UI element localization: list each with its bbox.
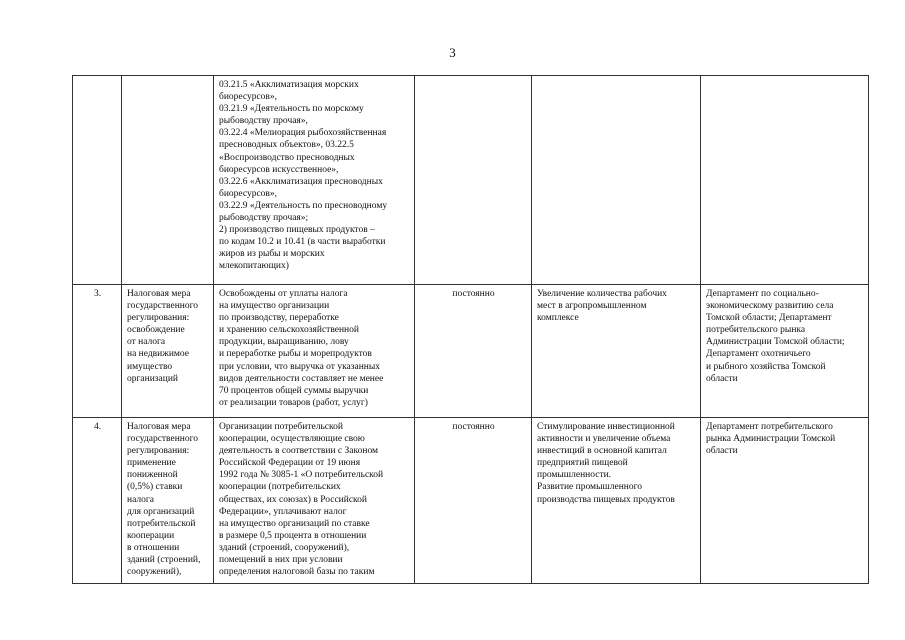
cell-text-line: 03.22.9 «Деятельность по пресноводному [219, 200, 388, 211]
cell-text-line: деятельность в соответствии с Законом [219, 446, 379, 457]
cell-text-line: налога [127, 494, 154, 505]
cell-text-line: и рыбного хозяйства Томской [706, 361, 826, 372]
cell-text-line: экономическому развитию села [706, 301, 834, 312]
cell-text-line: предприятий пищевой [537, 458, 628, 469]
cell-text-line: 1992 года № 3085-1 «О потребительской [219, 470, 384, 481]
cell-text-line: 03.22.6 «Акклиматизация пресноводных [219, 176, 383, 187]
cell-text-line: «Воспроизводство пресноводных [219, 152, 355, 163]
term-cell: постоянно [415, 285, 532, 418]
cell-text-line: от налога [127, 337, 166, 348]
description-cell [214, 76, 415, 285]
cell-text-line: активности и увеличение объема [537, 434, 671, 445]
cell-text-line: инвестиций в основной капитал [537, 446, 667, 457]
cell-text-line: потребительского рынка [706, 325, 806, 336]
term-cell: постоянно [415, 418, 532, 584]
cell-text-line: потребительской [127, 518, 196, 529]
cell-text-line: и хранению сельскохозяйственной [219, 325, 359, 336]
cell-text-line: Томской области; Департамент [706, 313, 832, 324]
cell-text-line: освобождение [127, 325, 185, 336]
goal-cell [532, 418, 701, 584]
cell-text-line: в размере 0,5 процента в отношении [219, 530, 367, 541]
cell-text-line: по производству, переработке [219, 313, 339, 324]
row-number [73, 76, 122, 285]
measure-cell [122, 418, 214, 584]
cell-text-line: Увеличение количества рабочих [537, 289, 667, 299]
cell-text-line: кооперации [127, 530, 175, 541]
cell-text-line: 03.22.4 «Мелиорация рыбохозяйственная [219, 128, 387, 139]
cell-text-line: регулирования: [127, 446, 190, 457]
cell-text-line: 03.21.5 «Акклиматизация морских [219, 80, 359, 90]
curator-cell [701, 285, 869, 418]
cell-text-line: 2) производство пищевых продуктов – [219, 225, 375, 236]
goal-cell [532, 76, 701, 285]
cell-text-line: регулирования: [127, 313, 190, 324]
cell-text-line: комплексе [537, 313, 579, 324]
cell-text-line: кооперации, осуществляющие свою [219, 434, 365, 445]
cell-text-line: Департамент потребительского [706, 422, 833, 432]
cell-text-line: рыбоводству прочая»; [219, 213, 309, 224]
cell-text-line: биоресурсов», [219, 188, 278, 199]
cell-text-line: зданий (строений, [127, 555, 201, 566]
cell-text-line: кооперации (потребительских [219, 482, 341, 493]
cell-text-line: на имущество организаций по ставке [219, 518, 370, 529]
cell-text-line: государственного [127, 301, 199, 312]
cell-text-line: сооружений), [127, 567, 182, 578]
cell-text-line: Департамент по социально- [706, 289, 819, 299]
cell-text-line: Развитие промышленного [537, 482, 643, 493]
description-cell [214, 418, 415, 584]
table-row [73, 285, 869, 418]
cell-text-line: пресноводных объектов», 03.22.5 [219, 140, 354, 151]
cell-text-line: Организации потребительской [219, 422, 343, 432]
goal-cell [532, 285, 701, 418]
row-number: 4. [73, 418, 122, 584]
cell-text-line: рынка Администрации Томской [706, 434, 836, 445]
cell-text-line: зданий (строений, сооружений), [219, 542, 350, 553]
cell-text-line: в отношении [127, 542, 180, 553]
curator-cell [701, 418, 869, 584]
cell-text-line: на имущество организации [219, 301, 330, 312]
cell-text-line: Российской Федерации от 19 июня [219, 458, 361, 469]
cell-text-line: области [706, 446, 738, 457]
row-number: 3. [73, 285, 122, 418]
cell-text-line: 03.21.9 «Деятельность по морскому [219, 104, 364, 115]
cell-text-line: государственного [127, 434, 199, 445]
cell-text-line: обществах, их союзах) в Российской [219, 494, 368, 505]
cell-text-line: мест в агропромышленном [537, 301, 647, 312]
page-number: 3 [449, 45, 456, 60]
cell-text-line: помещений в них при условии [219, 555, 343, 566]
tax-measures-table [72, 75, 869, 584]
table-row [73, 418, 869, 584]
cell-text-line: жиров из рыбы и морских [219, 249, 325, 260]
cell-text-line: по кодам 10.2 и 10.41 (в части выработки [219, 237, 386, 248]
cell-text-line: рыбоводству прочая», [219, 116, 308, 127]
term-cell [415, 76, 532, 285]
cell-text-line: при условии, что выручка от указанных [219, 361, 381, 372]
table-row [73, 76, 869, 285]
cell-text-line: применение [127, 458, 176, 469]
cell-text-line: промышленности. [537, 470, 612, 481]
cell-text-line: Администрации Томской области; [706, 337, 845, 348]
cell-text-line: пониженной [127, 470, 178, 481]
cell-text-line: Федерации», уплачивают налог [219, 506, 347, 517]
cell-text-line: для организаций [127, 506, 195, 517]
measure-cell [122, 285, 214, 418]
cell-text-line: млекопитающих) [219, 261, 289, 272]
cell-text-line: производства пищевых продуктов [537, 494, 675, 505]
cell-text-line: Департамент охотничьего [706, 349, 811, 360]
description-cell [214, 285, 415, 418]
measure-cell [122, 76, 214, 285]
cell-text-line: Стимулирование инвестиционной [537, 422, 675, 432]
cell-text-line: организаций [127, 373, 179, 384]
cell-text-line: имущество [127, 361, 173, 372]
cell-text-line: Налоговая мера [127, 422, 191, 432]
cell-text-line: продукции, выращиванию, лову [219, 337, 349, 348]
cell-text-line: области [706, 373, 738, 384]
cell-text-line: биоресурсов искусственное», [219, 164, 339, 175]
cell-text-line: Освобождены от уплаты налога [219, 289, 348, 299]
cell-text-line: и переработке рыбы и морепродуктов [219, 349, 372, 360]
cell-text-line: биоресурсов», [219, 92, 278, 103]
cell-text-line: Налоговая мера [127, 289, 191, 299]
cell-text-line: (0,5%) ставки [127, 482, 183, 493]
cell-text-line: видов деятельности составляет не менее [219, 373, 384, 384]
cell-text-line: определения налоговой базы по таким [219, 567, 375, 578]
cell-text-line: от реализации товаров (работ, услуг) [219, 397, 368, 408]
cell-text-line: 70 процентов общей суммы выручки [219, 385, 369, 396]
curator-cell [701, 76, 869, 285]
cell-text-line: на недвижимое [127, 349, 189, 360]
